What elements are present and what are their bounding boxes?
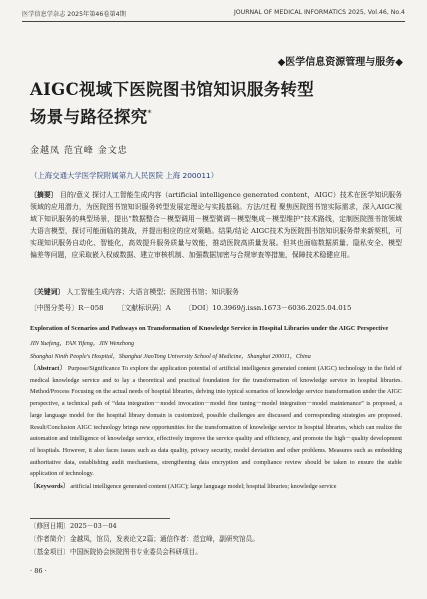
english-title: Exploration of Scenarios and Pathways on Transformation of Knowledge Service in Hospital Libraries under the AIGC Perspective: [30, 325, 389, 332]
author-bio-label: 〔作者简介〕: [30, 535, 70, 543]
received-label: 〔修回日期〕: [30, 522, 70, 530]
keywords-cn: [30, 286, 402, 296]
article-title: [30, 78, 410, 129]
footnote-fund: [30, 547, 202, 557]
keywords-en-label: 〔Keywords〕: [30, 484, 69, 490]
footnote-received: [30, 521, 117, 531]
abstract-cn-label: 〔摘要〕: [30, 191, 58, 199]
keywords-cn-text: 人工智能生成内容；大语言模型；医院图书馆；知识服务: [64, 288, 239, 296]
title-footnote-mark: *: [147, 109, 152, 118]
title-line-1: AIGC视域下医院图书馆知识服务转型: [30, 80, 315, 99]
authors: 金越凤 范宜峰 金文忠: [30, 146, 128, 156]
keywords-en: [30, 481, 402, 490]
document-code: 〔文献标识码〕A: [117, 304, 171, 312]
header-left: 医学信息学杂志 2025年第46卷第4期: [22, 11, 126, 18]
received-date: 2025－03－04: [70, 522, 117, 530]
fund-text: 中国医院协会医院图书专业委员会科研项目。: [70, 548, 202, 556]
abstract-en: [30, 364, 402, 481]
header-rule: [22, 21, 405, 22]
classification-row: [30, 302, 402, 312]
doi: 〔DOI〕10.3969/j.issn.1673－6036.2025.04.015: [184, 304, 352, 312]
fund-label: 〔基金项目〕: [30, 548, 70, 556]
abstract-en-text: Purpose/Significance To explore the application potential of artificial intelligence generated content (AIGC) technology in the field of medical knowledge service and to lay a theoretical and practical foundation for the transformation of knowledge service in hospital libraries. Method/Process Focusing on the actual needs of hospital libraries, delving into typical scenarios of knowledge service transformation under the AIGC perspective, a technical path of “data integration－model invocation－model fine tuning－model integration－model maintenance” is proposed, a large language model for the hospital library domain is customized, possible challenges are discussed and corresponding strategies are proposed. Result/Conclusion AIGC technology brings new opportunities for the transformation of knowledge service in hospital libraries, which can realize the automation and intelligence of knowledge service, effectively improve the service quality and efficiency, and promote the high－quality development of hospitals. However, it also faces issues such as data quality, privacy security, model deviation and other problems. Measures such as embedding authoritative data, establishing audit mechanisms, strengthening data encryption and compliance review should be taken to ensure the stable application of technology.: [30, 366, 402, 478]
english-authors: JIN Yuefeng，FAN Yifeng，JIN Wenzhong: [30, 341, 135, 347]
footnote-author: [30, 534, 259, 544]
abstract-cn: [30, 190, 402, 261]
clc-number: 〔中图分类号〕R－058: [30, 304, 104, 312]
keywords-cn-label: 〔关键词〕: [30, 288, 65, 296]
english-affiliation: Shanghai Ninth People's Hospital，Shanghai JiaoTong University School of Medicine，Shanghai 200011，China: [30, 354, 311, 360]
running-header: [22, 9, 405, 21]
page-number: · 86 ·: [30, 567, 47, 575]
abstract-cn-text: 目的/意义 探讨人工智能生成内容（artificial intelligence generated content，AIGC）技术在医学知识服务领域的应用潜力，为医院图书馆知识服务转型发展定理论与实践基础。方法/过程 聚焦医院图书馆实际需求，深入AIGC视域下知识服务的典型场景，提出“数据整合－模型调用－模型微调－模型集成－模型维护”技术路线，定制医院图书馆领域大语言模型，探讨可能面临的挑战，并提出相应的应对策略。结果/结论 AIGC技术为医院图书馆知识服务带来新契机，可实现知识服务自动化、智能化，高效提升服务质量与效能，推动医院高质量发展。但其也面临数据质量、隐私安全、模型偏差等问题，应采取嵌入权威数据、建立审核机制、加强数据加密与合规审查等措施，保障技术稳健应用。: [30, 191, 402, 259]
footnote-rule: [30, 518, 170, 519]
affiliation: （上海交通大学医学院附属第九人民医院 上海 200011）: [30, 171, 219, 180]
title-line-2: 场景与路径探究: [30, 107, 148, 127]
author-bio: 金越凤，馆员，发表论文2篇；通信作者：范宜峰，副研究馆员。: [70, 535, 259, 543]
keywords-en-text: artificial intelligence generated content (AIGC); large language model; hospital libraries; knowledge service: [68, 484, 337, 490]
section-heading: ◆医学信息资源管理与服务◆: [277, 57, 403, 68]
abstract-en-label: 〔Abstract〕: [30, 366, 67, 372]
header-right: JOURNAL OF MEDICAL INFORMATICS 2025, Vol.46, No.4: [233, 9, 405, 16]
